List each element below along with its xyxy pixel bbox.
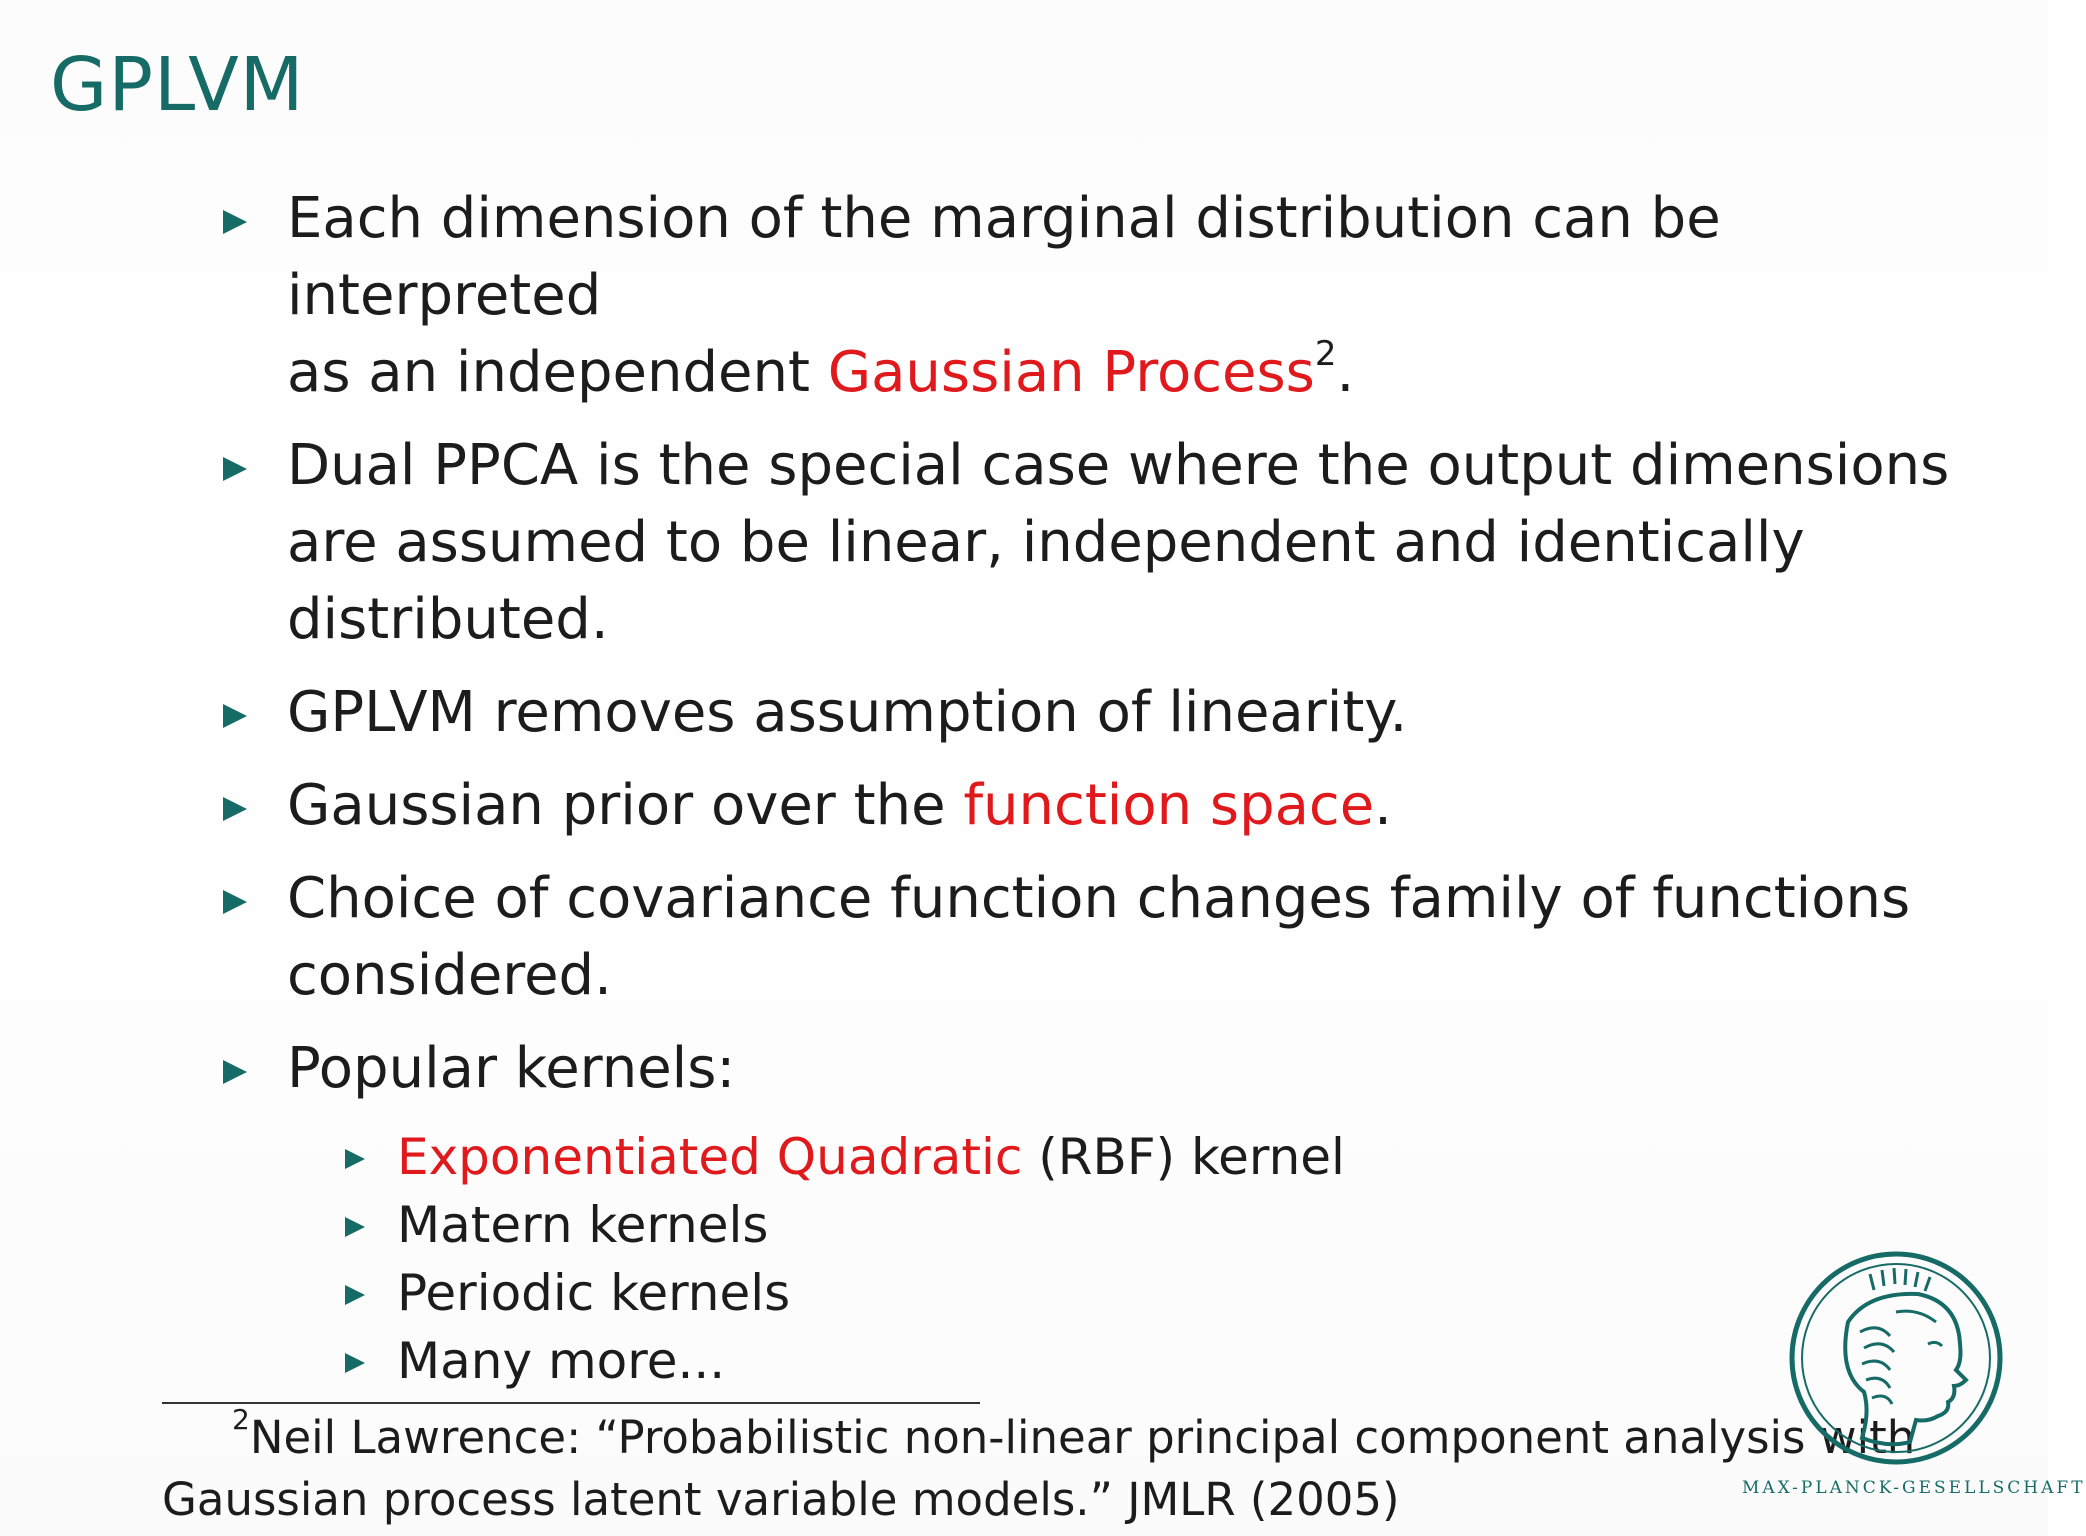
bullet-text-line: Choice of covariance function changes family of functions <box>287 866 1911 931</box>
bullet-text-line: Dual PPCA is the special case where the output dimensions <box>287 433 1950 498</box>
title-bar <box>0 0 2048 175</box>
bullet-text-line: considered. <box>287 943 612 1008</box>
bullet-text-line: Each dimension of the marginal distribution can be interpreted <box>287 186 1721 328</box>
bullet-text-punct: . <box>1374 773 1392 838</box>
bullet-item-gaussian-prior <box>215 767 1975 844</box>
footnote-ref: 2 <box>1314 334 1337 375</box>
bullet-text-line: Popular kernels: <box>287 1036 736 1101</box>
footnote-divider <box>162 1402 980 1404</box>
bullet-text-line: as an independent <box>287 340 828 405</box>
kernel-sublist <box>339 1123 1975 1395</box>
footnote-text: Neil Lawrence: “Probabilistic non-linear principal component analysis with <box>249 1411 1916 1464</box>
sub-bullet-text: (RBF) kernel <box>1022 1128 1345 1186</box>
footnote-number: 2 <box>232 1403 250 1436</box>
bullet-text-line: GPLVM removes assumption of linearity. <box>287 680 1408 745</box>
footnote-line <box>162 1403 1962 1469</box>
highlight-term: Exponentiated Quadratic <box>397 1128 1023 1186</box>
highlight-term: Gaussian Process <box>827 340 1315 405</box>
sub-bullet-text: Matern kernels <box>397 1196 769 1254</box>
footnote <box>162 1403 1962 1531</box>
sub-bullet-item <box>339 1327 1975 1395</box>
bullet-text-punct: . <box>1336 340 1355 405</box>
bullet-text-line: Gaussian prior over the <box>287 773 964 838</box>
bullet-item-popular-kernels <box>215 1030 1975 1107</box>
highlight-term: function space <box>963 773 1375 838</box>
bullet-item-gplvm-linearity <box>215 674 1975 751</box>
max-planck-logo <box>1778 1252 2008 1432</box>
bullet-list <box>215 180 1975 1395</box>
footnote-line: Gaussian process latent variable models.” JMLR (2005) <box>162 1473 1400 1526</box>
bullet-item-covariance-choice <box>215 860 1975 1014</box>
sub-bullet-text: Periodic kernels <box>397 1264 791 1322</box>
bullet-item-gaussian-process <box>215 180 1975 411</box>
bullet-item-dual-ppca <box>215 427 1975 658</box>
sub-bullet-item <box>339 1259 1975 1327</box>
sub-bullet-text: Many more... <box>397 1332 726 1390</box>
bullet-text-line: distributed. <box>287 587 609 652</box>
slide-title: GPLVM <box>50 42 305 128</box>
logo-text: MAX-PLANCK-GESELLSCHAFT <box>1742 1478 2086 1498</box>
bullet-text-line: are assumed to be linear, independent and identically <box>287 510 1805 575</box>
sub-bullet-item <box>339 1123 1975 1191</box>
sub-bullet-item <box>339 1191 1975 1259</box>
